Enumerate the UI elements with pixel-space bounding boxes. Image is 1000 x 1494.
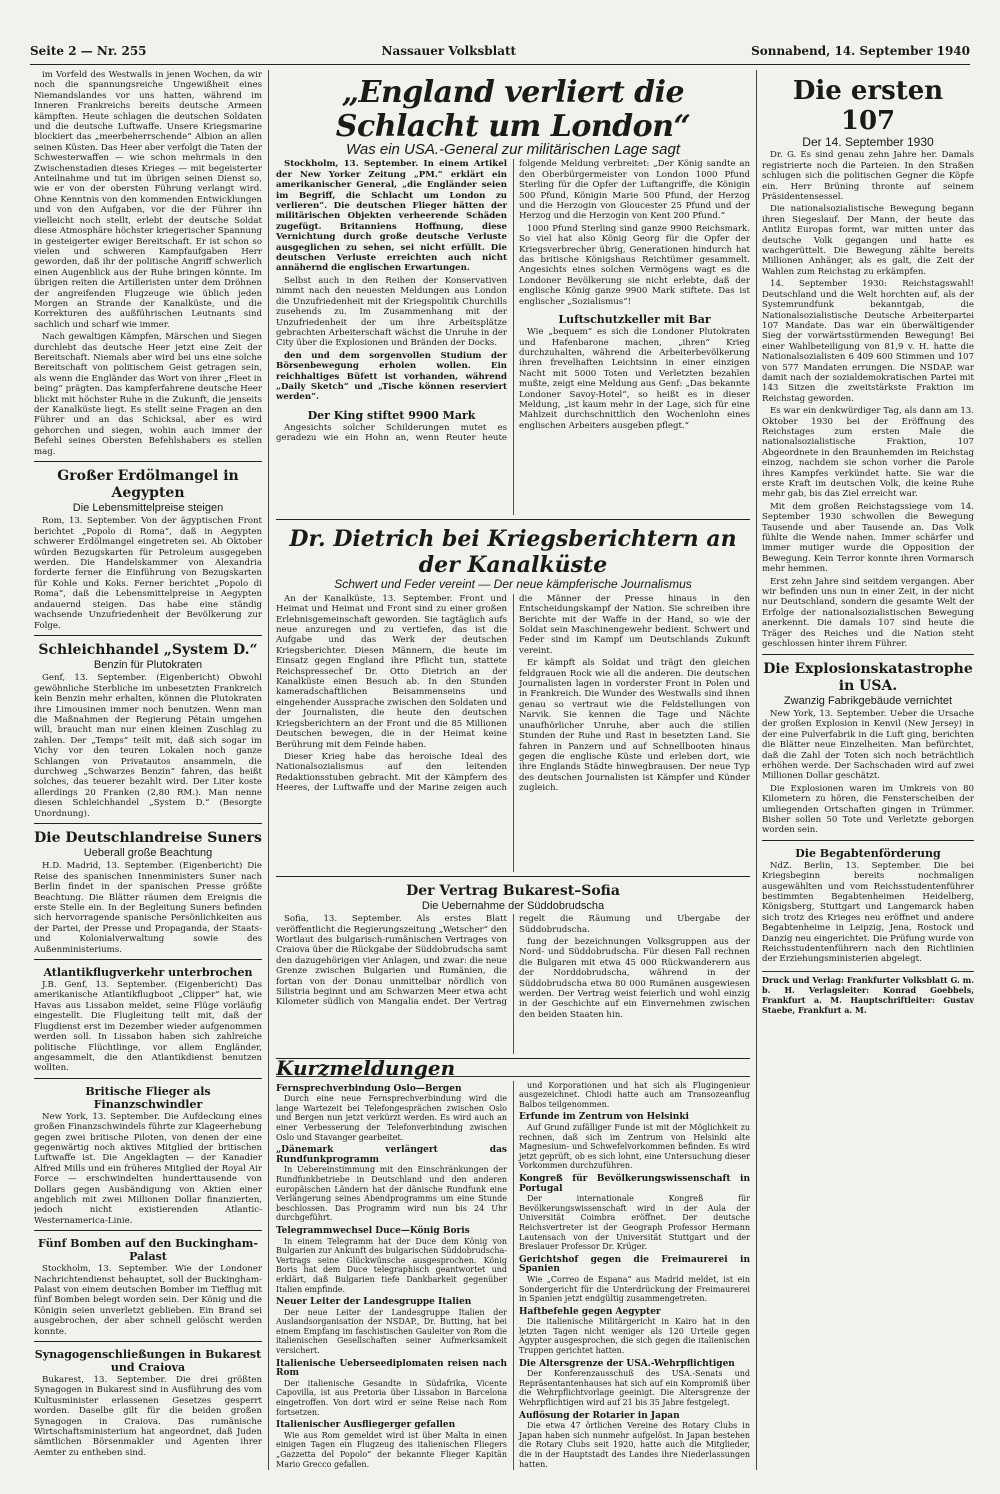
divider	[34, 1230, 262, 1231]
divider	[34, 823, 262, 824]
column-left	[34, 70, 262, 1460]
section-title: Kurzmeldungen	[276, 1063, 750, 1076]
subheadline: Schwert und Feder vereint — Der neue kämpferische Journalismus	[334, 577, 692, 592]
news-text: Der internationale Kongreß für Bevölkerungswissenschaft wird in der Aula der Universität Coimbra eröffnet. Der deutsche Reichsvertreter ist der Geograph Professor Hermann Lautensach von der Universität Stuttgart und der Breslauer Professor Dr. Krüger.	[519, 1194, 750, 1252]
article-text: Es war ein denkwürdiger Tag, als dann am 13. Oktober 1930 bei der Eröffnung des Reichstages zum ersten Male die nationalsozialistische Fraktion, 107 Abgeordnete in den Braunhemden im Reichstag einzog, nachdem sie schon vorher die Parole ihres Kampfes verkündet hatte. Sie war die erste Kraft im deutschen Volk, die keine Ruhe mehr gab, bis das Ziel erreicht war.	[762, 406, 974, 500]
news-text: Wie aus Rom gemeldet wird ist über Malta in einen einigen Tagen ein Flugzeug des italienischen Fliegers „Gazzetta del Popolo“ der bekannte Flieger Kapitän Mario Grecco gefallen.	[276, 1430, 507, 1469]
headline: Der King stiftet 9900 Mark	[307, 408, 476, 422]
article-columns	[276, 594, 750, 872]
article-text: Bukarest, 13. September. Die drei größten Synagogen in Bukarest sind in Ausführung des vom Kultusminister erlassenen Gesetzes gesperrt worden. Daselbe gilt für die beiden großen Synagogen in Craiova. Das rumänische Wirtschaftsministerium hat angeordnet, daß Juden sämtlichen Börsenmakler und Agenten ihrer Aemter zu entheben sind.	[34, 1375, 262, 1458]
news-head: Italienische Ueberseediplomaten reisen nach Rom	[276, 1358, 507, 1379]
news-head: „Dänemark verlängert das Rundfunkprogramm	[276, 1145, 507, 1165]
article-text: Die Explosionen waren im Umkreis von 80 Kilometern zu hören, die Fensterscheiben der umliegenden Ortschaften gingen in Trümmer. Bisher sollen 50 Tote und Verletzte geborgen worden sein.	[762, 783, 974, 836]
news-text: In Uebereinstimmung mit den Einschränkungen der Rundfunkbetriebe in Deutschland und den anderen europäischen Ländern hat der dänische Rundfunk eine Verlängerung seines Abendprogramms um eine Stunde beschlossen. Das Programm wird nun bis 24 Uhr durchgeführt.	[276, 1165, 507, 1223]
article-text: Selbst auch in den Reihen der Konservativen nimmt nach den neuesten Meldungen aus London die Unzufriedenheit mit der Kriegspolitik Churchills zusehends zu. Im Zusammenhang mit der Unzufriedenheit der um ihre Arbeitsplätze gebrachten Arbeiterschaft wächst die Unruhe in der City über die Explosionen und Bränden der Docks.	[276, 275, 507, 349]
news-head: Telegrammwechsel Duce—König Boris	[276, 1225, 470, 1236]
news-text: Der italienische Gesandte in Südafrika, Vicente Capovilla, ist aus Pretoria über Lissabon in Barcelona eingetroffen. Von dort wird er seine Reise nach Rom fortsetzen.	[276, 1378, 507, 1417]
divider	[276, 519, 750, 520]
headline: Die ersten 107	[792, 76, 944, 136]
news-head: Kongreß für Bevölkerungswissenschaft in Portugal	[519, 1173, 750, 1194]
article-text: Dr. G. Es sind genau zehn Jahre her. Damals registrierte noch die Parteien. In den Straßen schlugen sich die politischen Gegner die Köpfe ein. Herr Brüning thronte auf seinem Präsidentensessel.	[762, 150, 974, 203]
news-text: Der Konferenzausschuß des USA.-Senats und Repräsentantenhauses hat sich auf ein Kompromiß über die Wehrpflichtvorlage geeinigt. Die Altersgrenze der Wehrpflichtigen wird auf 21 bis 35 Jahre festgelegt.	[519, 1369, 750, 1408]
news-head: Fernsprechverbindung Oslo—Bergen	[276, 1083, 462, 1094]
article-text: Sofia, 13. September. Als erstes Blatt veröffentlicht die Regierungszeitung „Wetscher“ den Wortlaut des bulgarisch-rumänischen Vertrages von Craiova über die Rückgabe der Süddobrudscha samt den dazugehörigen vier Anlagen, und zwar: die neue Grenze zwischen Bulgarien und Rumänien, die fortan von der Donau unmittelbar nördlich von Silistria beginnt und am Schwarzen Meer etwa acht Kilometer südlich von Mangalia endet. Der Vertrag regelt die Räumung und Übergabe der Süddobrudscha.	[276, 914, 750, 1008]
news-text: Durch eine neue Fernsprechverbindung wird die lange Wartezeit bei Telefongesprächen zwischen Oslo und Bergen nun jetzt verkürzt werden. Es wird auch an einer Verbesserung der Telefonverbindung zwischen Oslo und Stavanger gearbeitet.	[276, 1094, 507, 1142]
subheadline: Benzin für Plutokraten	[93, 658, 203, 671]
issue-date: Sonnabend, 14. September 1940	[751, 44, 970, 58]
column-right	[762, 70, 974, 1470]
news-head: Gerichtshof gegen die Freimaurerei in Spanien	[519, 1254, 750, 1275]
column-center	[276, 70, 750, 1470]
article-text: J.B. Genf, 13. September. (Eigenbericht) Das amerikanische Atlantikflugboot „Clipper“ hat, wie Havas aus Lissabon meldet, seine Flüge vorläufig eingestellt. Die Flugleitung teilt mit, daß der Flugdienst erst im Dezember wieder aufgenommen werden soll. In Lissabon haben sich zahlreiche politische Flüchtlinge, vor allem Engländer, angesammelt, die den Atlantikdienst benutzen wollten.	[34, 980, 262, 1074]
headline: Atlantikflugverkehr unterbrochen	[43, 966, 253, 980]
subheadline: Die Lebensmittelpreise steigen	[72, 502, 224, 515]
article-text: Rom, 13. September. Von der ägyptischen Front berichtet „Popolo di Roma“, daß in Aegypten schwerer Erdölmangel eingetreten sei. Ab Oktober würden Bezugskarten für Petroleum ausgegeben werden. Die Handelskammer von Alexandria forderte ferner die Einführung von Bezugskarten für Kohle und Koks. Ferner berichtet „Popolo di Roma“, daß die Lebensmittelpreise in Aegypten andauernd steigen. Das habe eine ständig wachsende Unzufriedenheit der Bevölkerung zur Folge.	[34, 516, 262, 631]
news-text: und Korporationen und hat sich als Flugingenieur ausgezeichnet. Chiodi hatte auch am Transozeanflug Balbos teilgenommen.	[519, 1080, 750, 1109]
divider	[762, 654, 974, 655]
article-text: im Vorfeld des Westwalls in jenen Wochen, da wir noch die spannungsreiche Ungewißheit eines Niemandslandes vor uns hatten, während im Inneren Frankreichs bereits deutsche Armeen kämpften. Heute schlagen die deutschen Soldaten und die deutsche Luftwaffe. Unsere Kriegsmarine blockiert das „meerbeherrschende“ Albion an allen seinen Küsten. Das Heer aber verfolgt die Taten der Schwesterwaffen — wie schon mehrmals in den Zwischenstadien dieses Krieges — mit begeisterter Anteilnahme und tut im übrigen seinen Dienst so, wie er von der obersten Führung verlangt wird. Ohne Kenntnis von den kommenden Entwicklungen und von den Aufgaben, vor die der Führer ihn vielleicht noch stellt, erlebt der deutsche Soldat diese Atmosphäre höchster kriegerischer Spannung in gesteigerter ewiger Bereitschaft. Er ist schon so vielen und schweren Kampfaufgaben Herr geworden, daß ihr der politische Angriff schwerlich einen Augenblick aus der Ruhe bringen könnte. Im übrigen reiten die Artilleristen unter dem Dröhnen der angreifenden Flugzeuge wie üblich jeden Morgen an Strande der Kanalküste, und die Korrekturen des außführischen Leutnants sind sachlich und scharf wie immer.	[34, 70, 262, 330]
subheadline: Zwanzig Fabrikgebäude vernichtet	[783, 694, 953, 707]
article-text: Stockholm, 13. September. In einem Artikel der New Yorker Zeitung „PM.“ erklärt ein amerikanischer General, „die Engländer seien im Begriff, die Schlacht um London zu verlieren“. Die deutschen Flieger hätten der militärischen Objekten verheerende Schäden zugefügt. Britanniens Hoffnung, diese Vernichtung durch große deutsche Verluste ausgeglichen zu sehen, sei nicht erfüllt. Die deutschen Verluste erreichten auch nicht annähernd die englischen Erwartungen.	[276, 159, 507, 274]
headline: Großer Erdölmangel in Aegypten	[57, 468, 239, 502]
article-text: H.D. Madrid, 13. September. (Eigenbericht) Die Reise des spanischen Innenministers Suner nach Berlin findet in der spanischen Presse größte Beachtung. Die Blätter räumen dem Ereignis die erste Stelle ein. In der Begleitung Suners befinden sich hervorragende spanische Persönlichkeiten aus der Partei, der Presse und Propaganda, der Staats- und Kolonialverwaltung sowie des Außenministeriums.	[34, 861, 262, 955]
news-text: Wie „Correo de Espana“ aus Madrid meldet, ist ein Sondergericht für die Unterdrückung der Freimaurerei in Spanien jetzt endgültig zusammengetreten.	[519, 1274, 750, 1304]
article-text: Genf, 13. September. (Eigenbericht) Obwohl gewöhnliche Sterbliche im unbesetzten Frankreich kein Benzin mehr erhalten, können die Plutokraten ihre Limousinen immer noch benutzen. Wenn man die Maßnahmen der Regierung Pétain umgehen will, braucht man nur einen kleinen Zuschlag zu zahlen. Der „Temps“ teilt mit, daß sich sogar im Vichy vor den teuren Lokalen noch ganze Schlangen von Privatautos ansammeln, die durchweg „Schwarzes Benzin“ fahren, das heißt solches, das teuerer bezahlt wird. Der Liter koste allerdings 20 Franken (2,80 RM.). Man nenne diesen Schleichhandel „System D.“ (Besorgte Unordnung).	[34, 673, 262, 819]
news-head: Auflösung der Rotarier in Japan	[519, 1410, 680, 1421]
article-text: An der Kanalküste, 13. September. Front und Heimat und Heimat und Front sind zu einer großen Erlebnisgemeinschaft geworden. Sie tagtäglich aufs neue anzuregen und zu vertiefen, das ist die Aufgabe und das Werk der deutschen Kriegsberichter. Diesen Männern, die heute im Einsatz gegen England ihre Pflicht tun, stattete Reichspressechef Dr. Otto Dietrich an der Kanalküste einen Besuch ab. In den Stunden kameradschaftlichen Beisammenseins und eingehender Aussprache zwischen den Soldaten und der Journalisten, die heute den deutschen Kriegsberichtern an der Front und die 85 Millionen Deutschen bewegen, die in der Heimat keine Berührung mit dem Feinde haben.	[276, 593, 507, 750]
divider	[34, 1078, 262, 1079]
news-text: Auf Grund zufälliger Funde ist mit der Möglichkeit zu rechnen, daß sich im Zentrum von Helsinki alte Magnesium- und Schwefelvorkommen befinden. Es wird jetzt geprüft, ob es sich lohnt, eine Untersuchung dieser Vorkommen durchzuführen.	[519, 1123, 750, 1171]
divider	[34, 1341, 262, 1342]
divider	[762, 840, 974, 841]
column-rule-2	[756, 70, 757, 1470]
page-header	[30, 44, 970, 65]
headline: Luftschutzkeller mit Bar	[558, 313, 711, 327]
news-head: Italienischer Ausfliegerger gefallen	[276, 1420, 456, 1431]
headline: Dr. Dietrich bei Kriegsberichtern an der Kanalküste	[289, 526, 737, 579]
article-text: Stockholm, 13. September. Wie der Londoner Nachrichtendienst behauptet, soll der Buckingham-Palast von einem deutschen Bomber im Tiefflug mit fünf Bomben belegt worden sein. Der König und die Königin seien unverletzt geblieben. Ein Brand sei ausgebrochen, der aber schnell gelöscht werden konnte.	[34, 1264, 262, 1337]
article-columns	[276, 159, 750, 515]
headline: Der Vertrag Bukarest–Sofia	[406, 882, 620, 899]
column-rule-1	[268, 70, 269, 1470]
article-text: New York, 13. September. Die Aufdeckung eines großen Finanzschwindels führte zur Klageerhebung gegen zwei britische Piloten, von denen der eine gegenwärtig noch aktives Mitglied der britischen Luftwaffe ist. Die Angeklagten — der Kanadier Alfred Mills und ein früheres Mitglied der Royal Air Force — erschwindelten hunderttausende von Dollars gegen Ausbändigung von Aktien einer angeblich mit zwei Millionen Dollar finanzierten, jedoch nicht existierenden Atlantic-Westernamerica-Linie.	[34, 1111, 262, 1226]
news-text: Der neue Leiter der Landesgruppe Italien der Auslandsorganisation der NSDAP., Dr. Butting, hat bei einem Empfang im faschistischen Gauleiter von Rom die italienischen Gesellschaften seiner Aufmerksamkeit versichert.	[276, 1307, 507, 1356]
article-text: New York, 13. September. Ueber die Ursache der großen Explosion in Kenvil (New Jersey) in der eine Pulverfabrik in die Luft ging, berichten die Blätter neue Einzelheiten. Man befürchtet, daß die Zahl der Toten sich noch beträchtlich erhöhen werde. Der Sachschaden wird auf zwei Millionen Dollar geschätzt.	[762, 708, 974, 782]
news-text: Die etwa 47 örtlichen Vereine des Rotary Clubs in Japan haben sich nunmehr aufgelöst. In Japan bestehen die Rotary Clubs seit 1920, hatte auch die Mitglieder, die in der Hauptstadt des Landes ihre Niederlassungen hatten.	[519, 1421, 750, 1469]
article-text: NdZ. Berlin, 13. September. Die bei Kriegsbeginn bereits nochmaligen ausgewählten und vom Reichsstudentenführer bestimmten Begabtenheimen Heidelberg, Königsberg, Stuttgart und Langemarck haben sich trotz des Krieges neu eröffnet und andere Begabtenheime in Leipzig, Jena, Rostock und Danzig neu eingerichtet. Die Prüfung wurde von Reichsstudentenführern nach den Richtlinien der Erziehungsministerien abgelegt.	[762, 860, 974, 965]
article-text: Erst zehn Jahre sind seitdem vergangen. Aber wir befinden uns nun in einer Zeit, in der nicht nur Deutschland, sondern die gesamte Welt der Erfolge der nationalsozialistischen Bewegung anerkennt. Die damals 107 sind heute die Träger des Reiches und die Nation steht geschlossen hinter ihrem Führer.	[762, 576, 974, 650]
article-columns	[276, 914, 750, 1054]
article-text: fung der bezeichnungen Volksgruppen aus der Nord- und Süddobrudscha. Für diesen Fall rechnen die Bulgaren mit etwa 45 000 Rückwanderern aus der Norddobrudscha, während in der Süddobrudscha etwa 80 000 Rumänen ausgewiesen werden. Der Vertrag weist feierlich und wohl einzig in der Geschichte auf ein Einvernehmen zwischen den beiden Staaten hin.	[519, 937, 750, 1020]
headline: Schleichhandel „System D.“	[38, 641, 258, 658]
divider	[276, 876, 750, 877]
article-text: Nach gewaltigen Kämpfen, Märschen und Siegen durchlebt das deutsche Heer jetzt eine Zeit der Bereitschaft. Niemals aber wird bei uns eine solche Bereitschaft von politischem Geist getragen sein, als wenn die Engländer das Wort von ihrer „Fleet in being“ prägten. Das kampferfahrene deutsche Heer blickt mit höchster Ruhe in die Zukunft, die jenseits der Kanalküste liegt. Es stellt seine Fragen an den Führer und an das Schicksal, aber es wird gehorchen und siegen, wohin auch immer der Befehl seines Obersten Befehlshabers es stellen mag.	[34, 332, 262, 457]
main-subheadline: Was ein USA.-General zur militärischen Lage sagt	[345, 141, 681, 158]
news-head: Haftbefehle gegen Aegypter	[519, 1306, 661, 1317]
newspaper-name: Nassauer Volksblatt	[381, 44, 517, 58]
divider	[34, 635, 262, 636]
news-head: Die Altersgrenze der USA.-Wehrpflichtigen	[519, 1358, 735, 1369]
article-text: Wie „bequem“ es sich die Londoner Plutokraten und Hafenbarone machen, „ihren“ Krieg durchzuhalten, während die Arbeiterbevölkerung ihren frevelhaften Leichtsinn in einer einzigen Nacht mit 5000 Toten und Verletzten bezahlen mußte, zeigt eine Meldung aus Genf: „Das bekannte Londoner Savoy-Hotel“, so heißt es in dieser Meldung, „ist kaum mehr in der Lage, sich für eine Mahlzeit durchschnittlich den Wochenlohn eines englischen Arbeiters ausgeben pflegt.“	[519, 327, 750, 431]
headline: Die Begabtenförderung	[795, 846, 941, 860]
article-text: Angesichts solcher Schilderungen mutet es geradezu wie ein Hohn an, wenn Reuter heute folgende Meldung verbreitet: „Der König sandte an den Oberbürgermeister von London 1000 Pfund Sterling für die Opfer der Luftangriffe, die Königin 500 Pfund, Königin Marie 500 Pfund, der Herzog und die Herzogin von Gloucester 25 Pfund und der Herzog und die Herzogin von Kent 200 Pfund.“	[276, 159, 750, 444]
imprint: Druck und Verlag: Frankfurter Volksblatt G. m. b. H. Verlagsleiter: Konrad Goebbels, Frankfurt a. M. Hauptschriftleiter: Gustav Staebe, Frankfurt a. M.	[762, 971, 974, 1015]
headline: Die Deutschlandreise Suners	[34, 830, 262, 846]
short-news	[276, 1081, 750, 1470]
article-text: Er kämpft als Soldat und trägt den gleichen feldgrauen Rock wie all die anderen. Die deutschen Journalisten lagen in vorderster Front in Polen und in Frankreich. Die Wunder des Westwalls sind ihnen genau so vertraut wie die Feldstellungen von Narvik. Sie kennen die Tage und Nächte unaufhörlicher Unruhe, aber auch die stillen Stunden der Ruhe und Rast in besetzten Land. Sie fahren in Panzern und auf Schnellbooten hinaus gegen die englische Küste und erleben dort, wie ihre Englands Städte hinwegbrausen. Der neue Typ des deutschen Journalisten ist Kämpfer und Künder zugleich.	[519, 658, 750, 794]
page-number: Seite 2 — Nr. 255	[30, 44, 147, 58]
news-head: Neuer Leiter der Landesgruppe Italien	[276, 1297, 472, 1308]
headline: Synagogenschließungen in Bukarest und Craiova	[34, 1348, 262, 1375]
article-text: Die nationalsozialistische Bewegung begann ihren Siegeslauf. Der Mann, der heute das Antlitz Europas formt, war mitten unter das deutsche Volk gegangen und hatte es wachgerüttelt. Die Bewegung zählte bereits Millionen Anhänger, als es galt, die Zeit der Wahlen zum Reichstag zu erkämpfen.	[762, 204, 974, 277]
headline: Britische Flieger als Finanzschwindler	[85, 1084, 211, 1111]
divider	[34, 461, 262, 462]
news-text: Die italienische Militärgericht in Kairo hat in den letzten Tagen nicht weniger als 120 Urteile gegen Ägypter ausgesprochen, die sich gegen die italienischen Truppen gerichtet hatten.	[519, 1317, 750, 1356]
headline: Die Explosionskatastrophe in USA.	[763, 660, 973, 694]
news-text: In einem Telegramm hat der Duce dem König von Bulgarien zur Ankunft des bulgarischen Süddobrudscha-Vertrags seine Glückwünsche ausgesprochen. König Boris hat dem Duce telegraphisch geantwortet und erklärt, daß Bulgarien tiefe Dankbarkeit gegenüber Italien empfinde.	[276, 1236, 507, 1294]
subheadline: Der 14. September 1930	[802, 135, 934, 149]
article-text: den und dem sorgenvollen Studium der Börsenbewegung erholen wollen. Ein reichhaltiges Büfett ist vorhanden, während „Daily Sketch“ und „Tische können reserviert werden“.	[276, 350, 507, 403]
news-head: Erfunde im Zentrum von Helsinki	[519, 1112, 689, 1123]
divider	[34, 959, 262, 960]
headline: Fünf Bomben auf den Buckingham-Palast	[38, 1237, 258, 1264]
subheadline: Ueberall große Beachtung	[83, 847, 213, 859]
article-text: 1000 Pfund Sterling sind ganze 9900 Reichsmark. So viel hat also König Georg für die Opfer der Kriegsverbrecher übrig, Generationen hindurch hat das britische Königshaus Reichtümer gesammelt. Angesichts eines solchen Vermögens wagt es die Londoner Bevölkerung sie nicht erlebte, daß der englische König ganze 9900 Mark stiftete. Das ist englischer „Sozialismus“!	[519, 223, 750, 307]
article-text: Dieser Krieg habe das heroische Ideal des Nationalsozialismus auf den leitenden Redaktionsstuben gebracht. Mit der Kämpfern des Heeres, der Luftwaffe und der Marine zeigen auch die Männer der Presse hinaus in den Entscheidungskampf der Nation. Sie schreiben ihre Berichte mit der Waffe in der Hand, so wie der Soldat sein Maschinengewehr bedient. Schwert und Feder sind im Kampf um Deutschlands Zukunft vereint.	[276, 593, 750, 794]
subheadline: Die Uebernahme der Süddobrudscha	[421, 899, 605, 912]
main-headline: „England verliert die Schlacht um London“	[335, 75, 691, 144]
article-text: Mit dem großen Reichstagssiege vom 14. September 1930 schwollen die Bewegung Tausende und aber Tausende an. Das Volk fühlte die Wende nahen. Immer schärfer und immer mutiger wurde die Opposition der Bewegung. Kein Terror konnte ihren Vormarsch mehr hemmen.	[762, 501, 974, 575]
article-text: 14. September 1930: Reichstagswahl! Deutschland und die Welt horchten auf, als der Systemrundfunk bekanntgab, die Nationalsozialistische Deutsche Arbeiterpartei 107 Mandate. Das war ein überwältigender Sieg der vorwärtsstürmenden Bewegung! Bei einer Wahlbeteiligung von 81,9 v. H. hatte die Nationalsozialisten 6 409 600 Stimmen und 107 von 577 Mandaten errungen. Die NSDAP. war damit nach der sozialdemokratischen Partei mit 143 Sitzen die zweitstärkste Fraktion im Reichstag geworden.	[762, 279, 974, 404]
